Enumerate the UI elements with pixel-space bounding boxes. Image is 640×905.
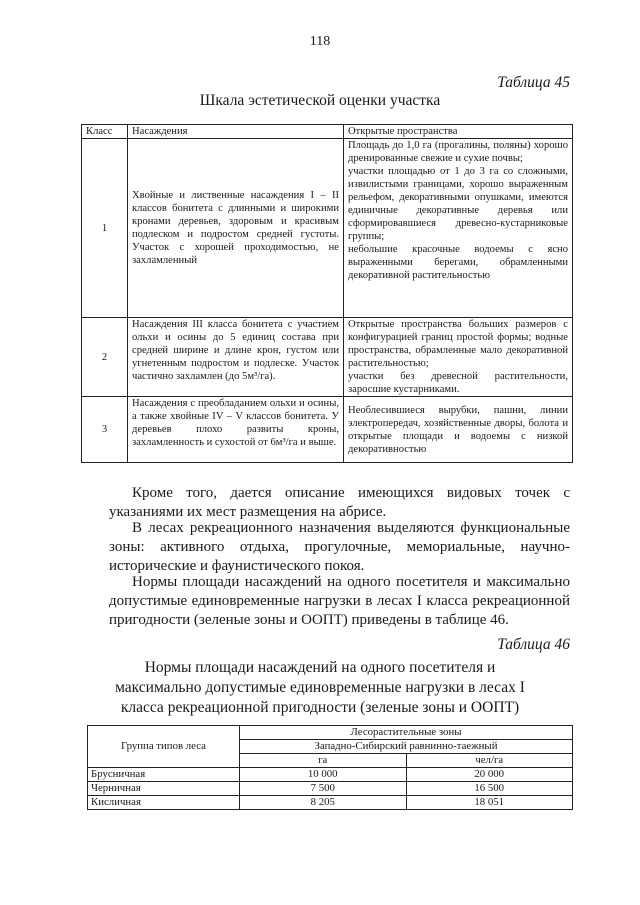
paragraph-viewpoints [109,484,570,522]
open-space-item: участки без древесной растительности, заросшие кустарниками. [348,371,568,395]
open-spaces-cell [344,139,573,318]
header-open-spaces: Открытые пространства [344,125,573,139]
table-46-title-text: Нормы площади насаждений на одного посетителя и максимально допустимые единовременные нагрузки в лесах I класса рекреационной пригодности (зеленые зоны и ООПТ) [115,659,525,716]
plantings-cell: Хвойные и лиственные насаждения I – II классов бонитета с длинными и широкими кронами деревьев, здоровым и красивым подлеском и подростом средней густоты. Участок с хорошей проходимостью, не захламленный [128,139,344,318]
visitor-norms-table [87,725,573,810]
header-class: Класс [82,125,128,139]
table-46-caption: Таблица 46 [497,636,570,653]
class-cell: 3 [82,397,128,463]
open-spaces-cell [344,397,573,463]
load-cell: 18 051 [406,796,573,810]
header-plantings: Насаждения [128,125,344,139]
area-cell: 7 500 [240,782,407,796]
table-45-title: Шкала эстетической оценки участка [199,92,441,109]
open-space-item: участки площадью от 1 до 3 га со сложными, извилистыми границами, хорошо выраженным рельефом, декоративными опушками, имеются единичные декоративные деревья или сформировавшиеся древесно-кустарниковые группы; [348,166,568,242]
table-46-title [0,658,640,718]
paragraph-text: Кроме того, дается описание имеющихся видовых точек с указаниями их мест размещения на абрисе. [109,485,570,520]
table-row [82,318,573,397]
open-space-item: небольшие красочные водоемы с ясно выраженными берегами, обрамленными декоративной растительностью [348,244,568,281]
header-forest-group: Группа типов леса [88,726,240,768]
table-row [82,397,573,463]
table-row [88,782,573,796]
header-unit-area: га [240,754,407,768]
forest-type-cell: Черничная [88,782,240,796]
table-row [82,139,573,318]
header-forest-zones: Лесорастительные зоны [240,726,573,740]
plantings-cell: Насаждения с преобладанием ольхи и осины, а также хвойные IV – V классов бонитета. У деревьев плохо развиты кроны, захламленность и сухостой от 6м³/га и выше. [128,397,344,463]
paragraph-functional-zones [109,519,570,576]
header-zone-name: Западно-Сибирский равнинно-таежный [240,740,573,754]
aesthetic-scale-table [81,124,573,463]
open-spaces-cell [344,318,573,397]
load-cell: 20 000 [406,768,573,782]
table-row [88,796,573,810]
load-cell: 16 500 [406,782,573,796]
area-cell: 8 205 [240,796,407,810]
class-cell: 2 [82,318,128,397]
table-header-row [82,125,573,139]
open-space-item: Необлесившиеся вырубки, пашни, линии электропередач, хозяйственные дворы, болота и открытые площади и водоемы с низкой декоративностью [348,404,568,455]
table-45-caption: Таблица 45 [497,74,570,91]
forest-type-cell: Брусничная [88,768,240,782]
page-number: 118 [309,34,331,49]
paragraph-norms-intro [109,573,570,630]
paragraph-text: В лесах рекреационного назначения выделяются функциональные зоны: активного отдыха, прогулочные, мемориальные, научно-исторические и фаунистического покоя. [109,520,570,574]
open-space-item: Открытые пространства больших размеров с конфигурацией границ простой формы; водные пространства, обрамленные мало декоративной растительностью; [348,319,568,369]
plantings-cell: Насаждения III класса бонитета с участием ольхи и осины до 5 единиц состава при средней ширине и длине крон, густом или угнетенным подростом и подлеске. Участок частично захламлен (до 5м³/га). [128,318,344,397]
open-space-item: Площадь до 1,0 га (прогалины, поляны) хорошо дренированные свежие и сухие почвы; [348,140,568,164]
area-cell: 10 000 [240,768,407,782]
class-cell: 1 [82,139,128,318]
header-unit-load: чел/га [406,754,573,768]
table-header-row [88,726,573,740]
table-row [88,768,573,782]
forest-type-cell: Кисличная [88,796,240,810]
paragraph-text: Нормы площади насаждений на одного посетителя и максимально допустимые единовременные нагрузки в лесах I класса рекреационной пригодности (зеленые зоны и ООПТ) приведены в таблице 46. [109,574,570,628]
